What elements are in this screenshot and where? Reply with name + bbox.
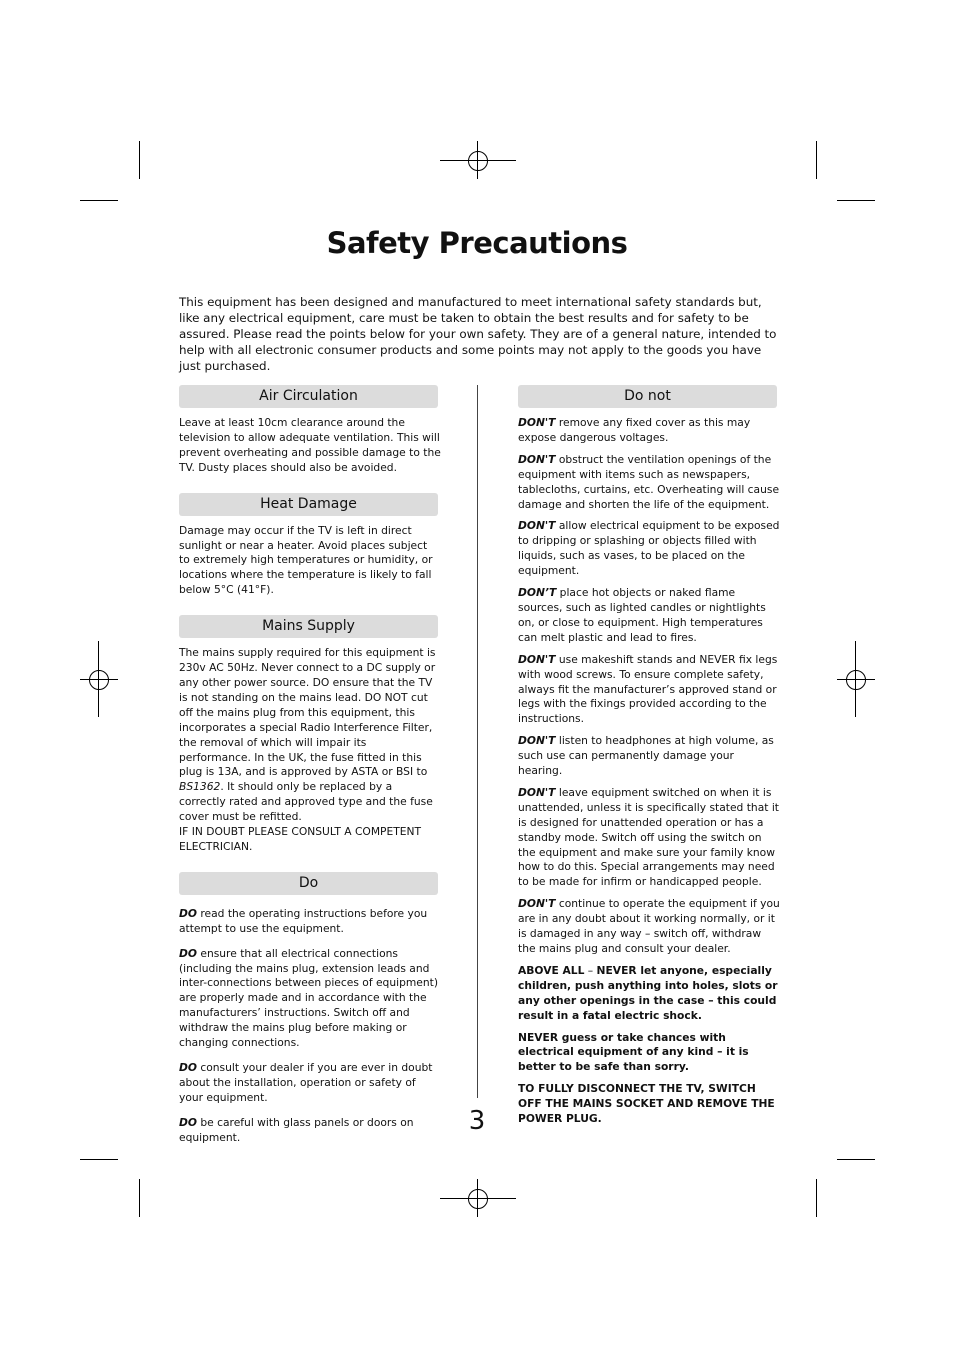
- do-item: DO read the operating instructions before you attempt to use the equipment.: [179, 906, 428, 935]
- dont-keyword: DON’T: [518, 586, 557, 600]
- registration-mark-bottom: [468, 1189, 488, 1209]
- page-title: Safety Precautions: [326, 226, 628, 260]
- do-keyword: DO: [179, 946, 197, 960]
- dont-item: DON'T use makeshift stands and NEVER fix legs with wood screws. To ensure complete safety, always fit the manufacturer’s approved stand or legs with the fixings provided according to the instructions.: [518, 652, 778, 726]
- dont-keyword: DON'T: [518, 734, 556, 748]
- do-section: [179, 872, 441, 1146]
- mains-supply-section: [179, 615, 441, 855]
- section-heading: Air Circulation: [179, 385, 438, 408]
- do-item: DO be careful with glass panels or doors on equipment.: [179, 1115, 414, 1144]
- above-all-warning: ABOVE ALL – NEVER let anyone, especially children, push anything into holes, slots or any other openings in the case – this could result in a fatal electric shock.: [518, 963, 778, 1022]
- disconnect-warning: TO FULLY DISCONNECT THE TV, SWITCH OFF THE MAINS SOCKET AND REMOVE THE POWER PLUG.: [518, 1082, 775, 1126]
- crop-mark: [816, 141, 817, 179]
- dont-item: DON'T leave equipment switched on when it is unattended, unless it is specifically stated that it is designed for unattended operation or has a standby mode. Switch off using the switch on the equipment and make sure your family know how to do this. Special arrangements may need to be made for infirm or handicapped people.: [518, 785, 779, 889]
- mains-text-b: . It should only be replaced by a correctly rated and approved type and the fuse cover must be refitted.: [179, 780, 433, 824]
- crop-mark: [139, 141, 140, 179]
- dont-keyword: DON'T: [518, 416, 556, 429]
- mains-warning: IF IN DOUBT PLEASE CONSULT A COMPETENT ELECTRICIAN.: [179, 825, 422, 853]
- page-number: 3: [468, 1106, 486, 1136]
- do-keyword: DO: [179, 1061, 197, 1074]
- dont-keyword: DON'T: [518, 452, 556, 466]
- section-heading: Do: [179, 872, 438, 895]
- dont-keyword: DON'T: [518, 897, 556, 911]
- dont-item: DON'T allow electrical equipment to be exposed to dripping or splashing or objects filled with liquids, such as vases, to be placed on the equipment.: [518, 519, 780, 578]
- section-heading: Do not: [518, 385, 777, 408]
- section-text: Leave at least 10cm clearance around the television to allow adequate ventilation. This will prevent overheating and possible damage to the TV. Dusty places should also be avoided.: [179, 416, 441, 474]
- left-column: [179, 385, 441, 1146]
- mains-text-a: The mains supply required for this equipment is 230v AC 50Hz. Never connect to a DC supply or any other power source. DO ensure that the TV is not standing on the mains lead. DO NOT cut off the mains plug from this equipment, this incorporates a special Radio Interference Filter, the removal of which will impair its performance. In the UK, the fuse fitted in this plug is 13A, and is approved by ASTA or BSI to: [179, 646, 436, 779]
- standard-reference: BS1362: [179, 780, 221, 794]
- intro-paragraph: This equipment has been designed and manufactured to meet international safety standards but, like any electrical equipment, care must be taken to obtain the best results and for safety to be assured. Please read the points below for your own safety. They are of a general nature, intended to help with all electronic consumer products and some points may not apply to the goods you have just purchased.: [179, 295, 777, 373]
- do-keyword: DO: [179, 1115, 197, 1129]
- do-item: DO ensure that all electrical connections (including the mains plug, extension leads and inter-connections between pieces of equipment) are properly made and in accordance with the manufacturers’ instructions. Switch off and withdraw the mains plug before making or changing connections.: [179, 946, 438, 1050]
- crop-mark: [80, 1159, 118, 1160]
- registration-mark-left: [89, 670, 109, 690]
- section-heading: Mains Supply: [179, 615, 438, 638]
- dont-keyword: DON'T: [518, 519, 556, 533]
- dont-item: DON’T place hot objects or naked flame sources, such as lighted candles or nightlights on, or close to equipment. High temperatures can melt plastic and lead to fires.: [518, 586, 766, 644]
- crop-mark: [139, 1179, 140, 1217]
- crop-mark: [816, 1179, 817, 1217]
- dont-item: DON'T continue to operate the equipment if you are in any doubt about it working normally, or it is damaged in any way – switch off, withdraw the mains plug and consult your dealer.: [518, 897, 780, 955]
- crop-mark: [80, 200, 118, 201]
- dont-item: DON'T obstruct the ventilation openings of the equipment with items such as newspapers, tablecloths, curtains, etc. Overheating will cause damage and shorten the life of the equipment.: [518, 452, 780, 511]
- section-heading: Heat Damage: [179, 493, 438, 516]
- dont-item: DON'T listen to headphones at high volume, as such use can permanently damage your hearing.: [518, 734, 774, 778]
- registration-mark-right: [846, 670, 866, 690]
- dont-item: DON'T remove any fixed cover as this may expose dangerous voltages.: [518, 416, 751, 444]
- dont-keyword: DON'T: [518, 652, 556, 666]
- registration-mark-top: [468, 151, 488, 171]
- do-keyword: DO: [179, 906, 197, 920]
- crop-mark: [837, 1159, 875, 1160]
- right-column: [518, 385, 780, 1127]
- never-guess-warning: NEVER guess or take chances with electrical equipment of any kind – it is better to be safe than sorry.: [518, 1030, 749, 1074]
- section-text: Damage may occur if the TV is left in direct sunlight or near a heater. Avoid places subject to extremely high temperatures or humidity, or locations where the temperature is likely to fall below 5°C (41°F).: [179, 523, 433, 597]
- column-divider: [477, 385, 478, 1098]
- crop-mark: [837, 200, 875, 201]
- heat-damage-section: [179, 493, 441, 599]
- dont-keyword: DON'T: [518, 785, 556, 799]
- do-item: DO consult your dealer if you are ever in doubt about the installation, operation or safety of your equipment.: [179, 1061, 433, 1104]
- air-circulation-section: [179, 385, 441, 476]
- section-text: [179, 646, 441, 855]
